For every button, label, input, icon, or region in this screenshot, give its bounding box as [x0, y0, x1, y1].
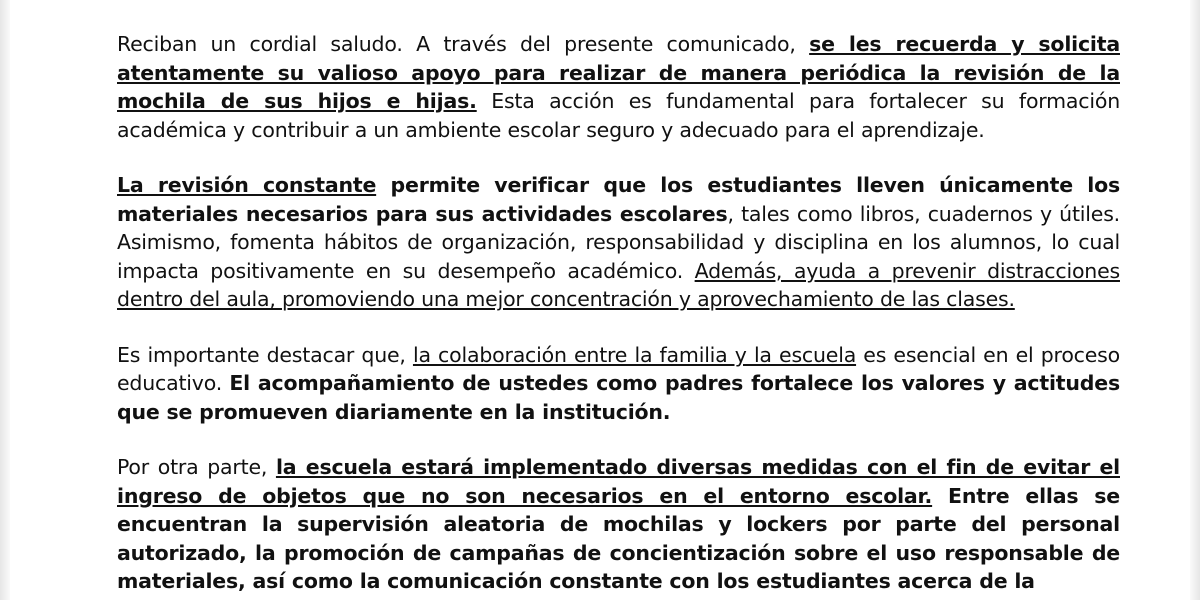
p3-text-2: es esencial en el proceso educativo. — [117, 342, 1120, 395]
p3-text-1: Es importante destacar que, — [117, 342, 413, 367]
p1-bold-underlined: se les recuerda y solicita atentamente su valioso apoyo para realizar de manera periódica la revisión de la mochila de sus hijos e hijas. — [117, 32, 1120, 113]
paragraph-1 — [117, 30, 1120, 144]
p3-bold: El acompañamiento de ustedes como padres fortalece los valores y actitudes que se promueven diariamente en la institución. — [117, 371, 1120, 424]
p4-bold: Entre ellas se encuentran la supervisión aleatoria de mochilas y lockers por parte del personal autorizado, la promoción de campañas de concientización sobre el uso responsable de materiales, así como la comunicación constante con los estudiantes acerca de la — [117, 483, 1121, 593]
p2-bold-underlined: La revisión constante — [117, 173, 377, 197]
paragraph-3 — [117, 341, 1120, 427]
document-body — [117, 30, 1120, 600]
p2-underlined: Además, ayuda a prevenir distracciones dentro del aula, promoviendo una mejor concentración y aprovechamiento de las clases. — [117, 258, 1120, 311]
paragraph-2 — [117, 171, 1120, 314]
paragraph-4 — [117, 453, 1120, 596]
page-edge-right — [1190, 0, 1200, 600]
page-edge-left — [0, 0, 10, 600]
p1-text-1: Reciban un cordial saludo. A través del presente comunicado, — [117, 32, 810, 56]
p2-text: , tales como libros, cuadernos y útiles. Asimismo, fomenta hábitos de organización, responsabilidad y disciplina en los alumnos, lo cual impacta positivamente en su desempeño académico. — [117, 201, 1120, 283]
p2-bold: permite verificar que los estudiantes lleven únicamente los materiales necesarios para sus actividades escolares — [117, 173, 1120, 226]
p4-text-1: Por otra parte, — [117, 455, 276, 479]
p3-underlined: la colaboración entre la familia y la escuela — [412, 342, 857, 367]
p1-text-2: Esta acción es fundamental para fortalecer su formación académica y contribuir a un ambiente escolar seguro y adecuado para el aprendizaje. — [117, 89, 1120, 142]
p4-bold-underlined: la escuela estará implementado diversas medidas con el fin de evitar el ingreso de objetos que no son necesarios en el entorno escolar. — [117, 455, 1120, 508]
